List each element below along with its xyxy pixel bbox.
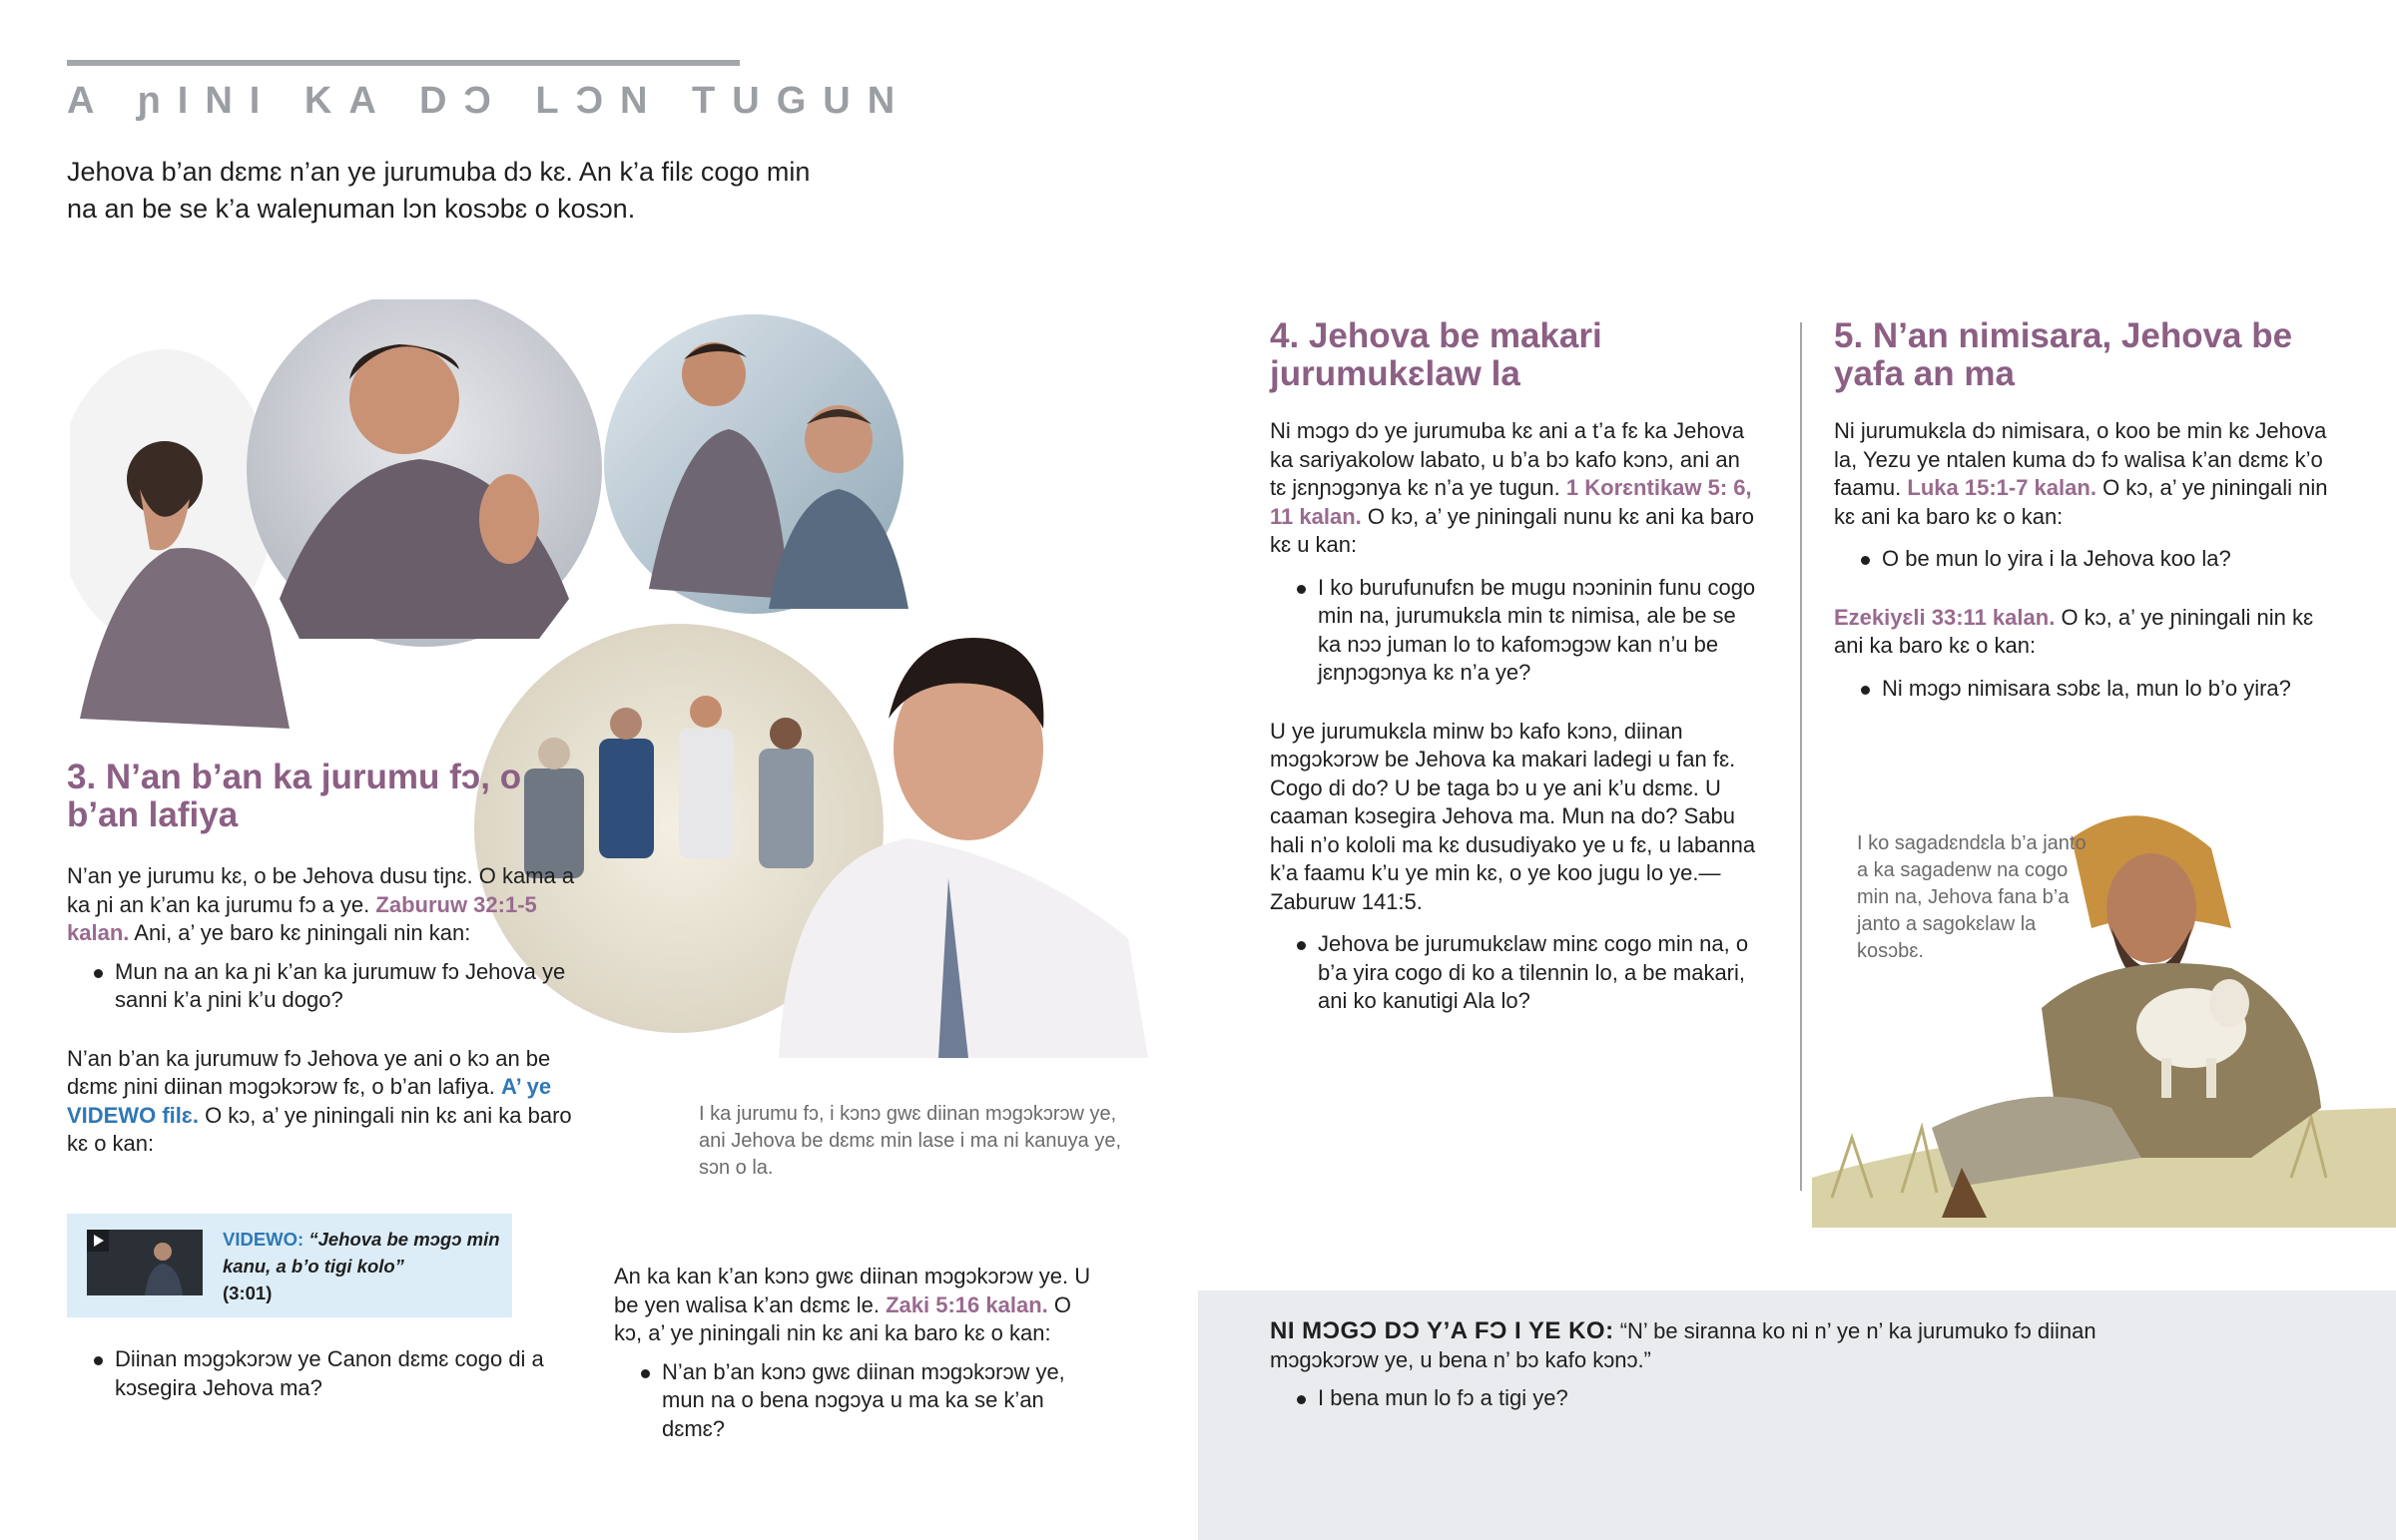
section-3-paragraph-2 [67,1045,586,1159]
section-3-p1-text: N’an ye jurumu kɛ, o be Jehova dusu tiɲɛ. O kama a ka ɲi an k’an ka jurumu fɔ a ye. [67,863,575,917]
section-5-p1-tail: O kɔ, a’ ye ɲiningali nin kɛ ani ka baro kɛ o kan: [1834,475,2328,529]
section-3 [67,759,586,1159]
section-3-p1-tail: Ani, a’ ye baro kɛ ɲiningali nin kan: [134,920,471,945]
video-label: VIDEWO: [223,1229,304,1250]
section-3-continued [614,1263,1093,1443]
question-item: Jehova be jurumukɛlaw minɛ cogo min na, o b’a yira cogo di ko a tilennin lo, a be makari, ani ko kanutigi Ala lo? [1270,930,1759,1016]
section-5-paragraph-1 [1834,417,2333,531]
section-3-paragraph-3 [614,1263,1093,1348]
video-info[interactable] [223,1226,502,1306]
section-3-questions-2 [67,1345,586,1402]
section-3-p2-tail: O kɔ, a’ ye ɲiningali nin kɛ ani ka baro kɛ o kan: [67,1102,572,1156]
discussion-heading: NI MƆGƆ DƆ Y’A FƆ I YE KO: [1270,1317,1614,1344]
question-item: Diinan mɔgɔkɔrɔw ye Canon dɛmɛ cogo di a kɔsegira Jehova ma? [67,1345,586,1402]
video-card[interactable] [67,1214,512,1317]
column-divider [1800,322,1802,1191]
scripture-link-james[interactable]: Zaki 5:16 kalan. [886,1291,1048,1317]
section-3-p3-text: An ka kan k’an kɔnɔ gwɛ diinan mɔgɔkɔrɔw ye. U be yen walisa k’an dɛmɛ le. [614,1264,1091,1317]
section-5-p2-tail: O kɔ, a’ ye ɲiningali nin kɛ ani ka baro kɛ o kan: [1834,604,2314,658]
man-head-in-hands [70,349,290,729]
scripture-link-psalms[interactable]: Zaburuw 32:1-5 kalan. [67,891,537,945]
video-watch-link[interactable]: A’ ye VIDEWO filɛ. [67,1074,552,1128]
question-item: Ni mɔgɔ nimisara sɔbɛ la, mun lo b’o yira? [1834,675,2333,704]
section-title: A ɲINI KA DƆ LƆN TUGUN [67,80,912,122]
intro-text: Jehova b’an dɛmɛ n’an ye jurumuba dɔ kɛ. An k’a filɛ cogo min na an be se k’a waleɲuman lɔn kosɔbɛ o kosɔn. [67,157,811,224]
section-4-paragraph-1 [1270,417,1759,560]
question-item: N’an b’an kɔnɔ gwɛ diinan mɔgɔkɔrɔw ye, mun na o bena nɔgɔya u ma ka se k’an dɛmɛ? [614,1358,1093,1444]
scripture-link-luke[interactable]: Luka 15:1-7 kalan. [1907,475,2096,500]
video-title: “Jehova be mɔgɔ min kanu, a b’o tigi kolo” [223,1229,500,1277]
scripture-link-ezekiel[interactable]: Ezekiyɛli 33:11 kalan. [1834,604,2056,630]
discussion-section [1270,1317,2168,1413]
scripture-link-corinthians[interactable]: 1 Korɛntikaw 5: 6, 11 kalan. [1270,475,1752,529]
discussion-prompt [1270,1317,2168,1374]
title-rule [67,60,740,66]
question-item: I ko burufunufɛn be mugu nɔɔninin funu cogo min na, jurumukɛla min tɛ nimisa, ale be se ka nɔɔ juman lo to kafomɔgɔw kan n’u be jɛnɲɔgɔnya kɛ n’a ye? [1270,574,1759,688]
section-3-p3-tail: O kɔ, a’ ye ɲiningali nin kɛ ani ka baro kɛ o kan: [614,1291,1071,1345]
video-duration: (3:01) [223,1283,273,1303]
illustration-caption-2: I ko sagadɛndɛla b’a janto a ka sagadenw na cogo min na, Jehova fana b’a janto a sagokɛlaw la kosɔbɛ. [1857,832,2087,962]
section-4-p1-tail: O kɔ, a’ ye ɲiningali nunu kɛ ani ka baro kɛ u kan: [1270,503,1755,557]
section-4-paragraph-2: U ye jurumukɛla minw bɔ kafo kɔnɔ, diinan mɔgɔkɔrɔw be Jehova ka makari ladegi u fan fɛ. Cogo di do? U be taga bɔ u ye ani k’u dɛmɛ. U caaman kɔsegira Jehova ma. Mun na do? Sabu hali n’o kololi ma kɛ dusudiyako ye u fɛ, u labanna k’a faamu k’u ye min kɛ, o ye koo jugu lo ye.—Zaburuw 141:5. [1270,718,1756,914]
section-4-heading: 4. Jehova be makari jurumukɛlaw la [1270,316,1602,393]
section-4 [1270,317,1759,1016]
section-5-p1-text: Ni jurumukɛla dɔ nimisara, o koo be min kɛ Jehova la, Yezu ye ntalen kuma dɔ fɔ walisa k’an dɛmɛ k’o faamu. [1834,418,2327,500]
discussion-quote: “N’ be siranna ko ni n’ ye n’ ka jurumuko fɔ diinan mɔgɔkɔrɔw ye, u bena n’ bɔ kafo kɔnɔ.” [1270,1318,2096,1372]
question-item: I bena mun lo fɔ a tigi ye? [1270,1384,2168,1413]
section-3-heading: 3. N’an b’an ka jurumu fɔ, o b’an lafiya [67,758,522,834]
question-item: O be mun lo yira i la Jehova koo la? [1834,545,2333,574]
section-5-heading: 5. N’an nimisara, Jehova be yafa an ma [1834,316,2293,393]
section-3-p2-text: N’an b’an ka jurumuw fɔ Jehova ye ani o kɔ an be dɛmɛ ɲini diinan mɔgɔkɔrɔw fɛ, o b’an lafiya. [67,1045,551,1099]
section-5 [1834,317,2333,703]
illustration-caption-1: I ka jurumu fɔ, i kɔnɔ gwɛ diinan mɔgɔkɔrɔw ye, ani Jehova be dɛmɛ min lase i ma ni kanuya ye, sɔn o la. [699,1103,1121,1179]
section-4-p1-text: Ni mɔgɔ dɔ ye jurumuba kɛ ani a t’a fɛ ka Jehova ka sariyakolow labato, u b’a bɔ kafo kɔnɔ, ani an tɛ jɛnɲɔgɔnya kɛ n’a ye tugun. [1270,418,1745,500]
question-item: Mun na an ka ɲi k’an ka jurumuw fɔ Jehova ye sanni k’a ɲini k’u dogo? [67,958,586,1015]
section-5-paragraph-2 [1834,604,2333,661]
video-thumbnail[interactable] [87,1230,203,1295]
section-3-paragraph-1 [67,862,586,948]
